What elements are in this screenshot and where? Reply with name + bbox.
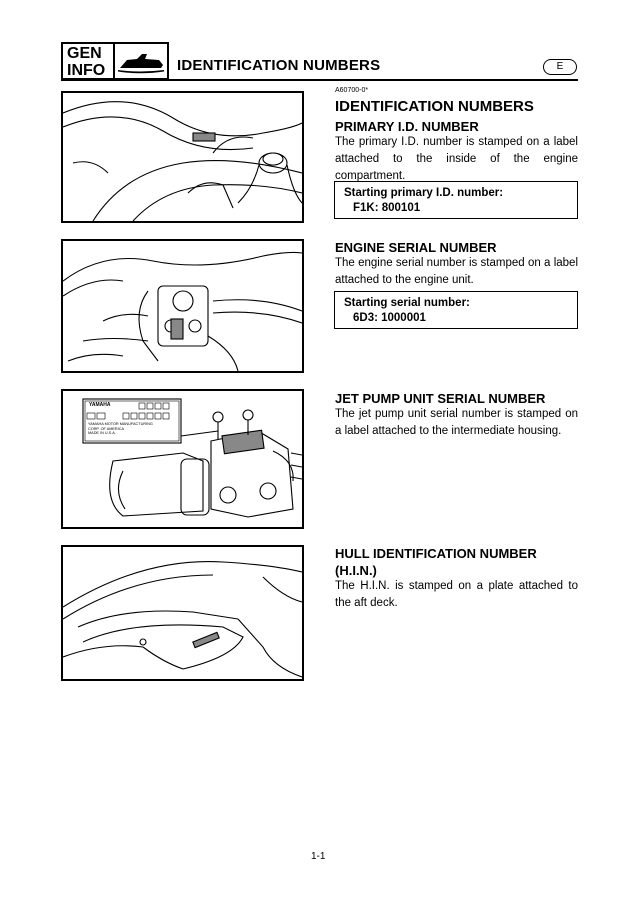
figure-engine-serial-location [61, 239, 304, 373]
jet-pump-serial-text: The jet pump unit serial number is stamped on a label attached to the intermediate housing. [335, 408, 578, 437]
page-number: 1-1 [311, 851, 326, 862]
engine-serial-note [334, 291, 578, 329]
language-badge: E [543, 59, 577, 75]
figure-jet-pump-serial-location [61, 389, 304, 529]
label-line: MADE IN U.S.A. [88, 431, 116, 435]
jet-pump-serial-heading: JET PUMP UNIT SERIAL NUMBER [335, 391, 546, 406]
section-badge-line2: INFO [67, 62, 106, 79]
primary-id-text: The primary I.D. number is stamped on a label attached to the inside of the engine compartment. [335, 136, 578, 182]
note-label: Starting primary I.D. number: [344, 187, 504, 199]
header-title: IDENTIFICATION NUMBERS [177, 57, 381, 74]
jet-ski-icon [113, 42, 169, 80]
primary-id-heading: PRIMARY I.D. NUMBER [335, 119, 479, 134]
primary-id-note [334, 181, 578, 219]
figure-hull-id-location [61, 545, 304, 681]
document-code: A60700-0* [335, 87, 369, 94]
header-rule [61, 79, 578, 81]
figure-primary-id-location [61, 91, 304, 223]
engine-serial-text: The engine serial number is stamped on a label attached to the engine unit. [335, 257, 578, 286]
note-label: Starting serial number: [344, 297, 470, 309]
section-badge-line1: GEN [67, 45, 102, 62]
label-text [88, 422, 153, 436]
note-value: F1K: 800101 [353, 202, 421, 214]
label-brand: YAMAHA [89, 402, 111, 408]
label-line: CORP. OF AMERICA [88, 426, 125, 431]
section-title: IDENTIFICATION NUMBERS [335, 98, 534, 115]
section-badge [61, 42, 115, 80]
label-line: YAMAHA MOTOR MANUFACTURING [88, 422, 153, 426]
note-value: 6D3: 1000001 [353, 312, 426, 324]
hull-id-text: The H.I.N. is stamped on a plate attached to the aft deck. [335, 580, 578, 609]
engine-serial-heading: ENGINE SERIAL NUMBER [335, 240, 497, 255]
hull-id-heading: HULL IDENTIFICATION NUMBER (H.I.N.) [335, 546, 537, 578]
